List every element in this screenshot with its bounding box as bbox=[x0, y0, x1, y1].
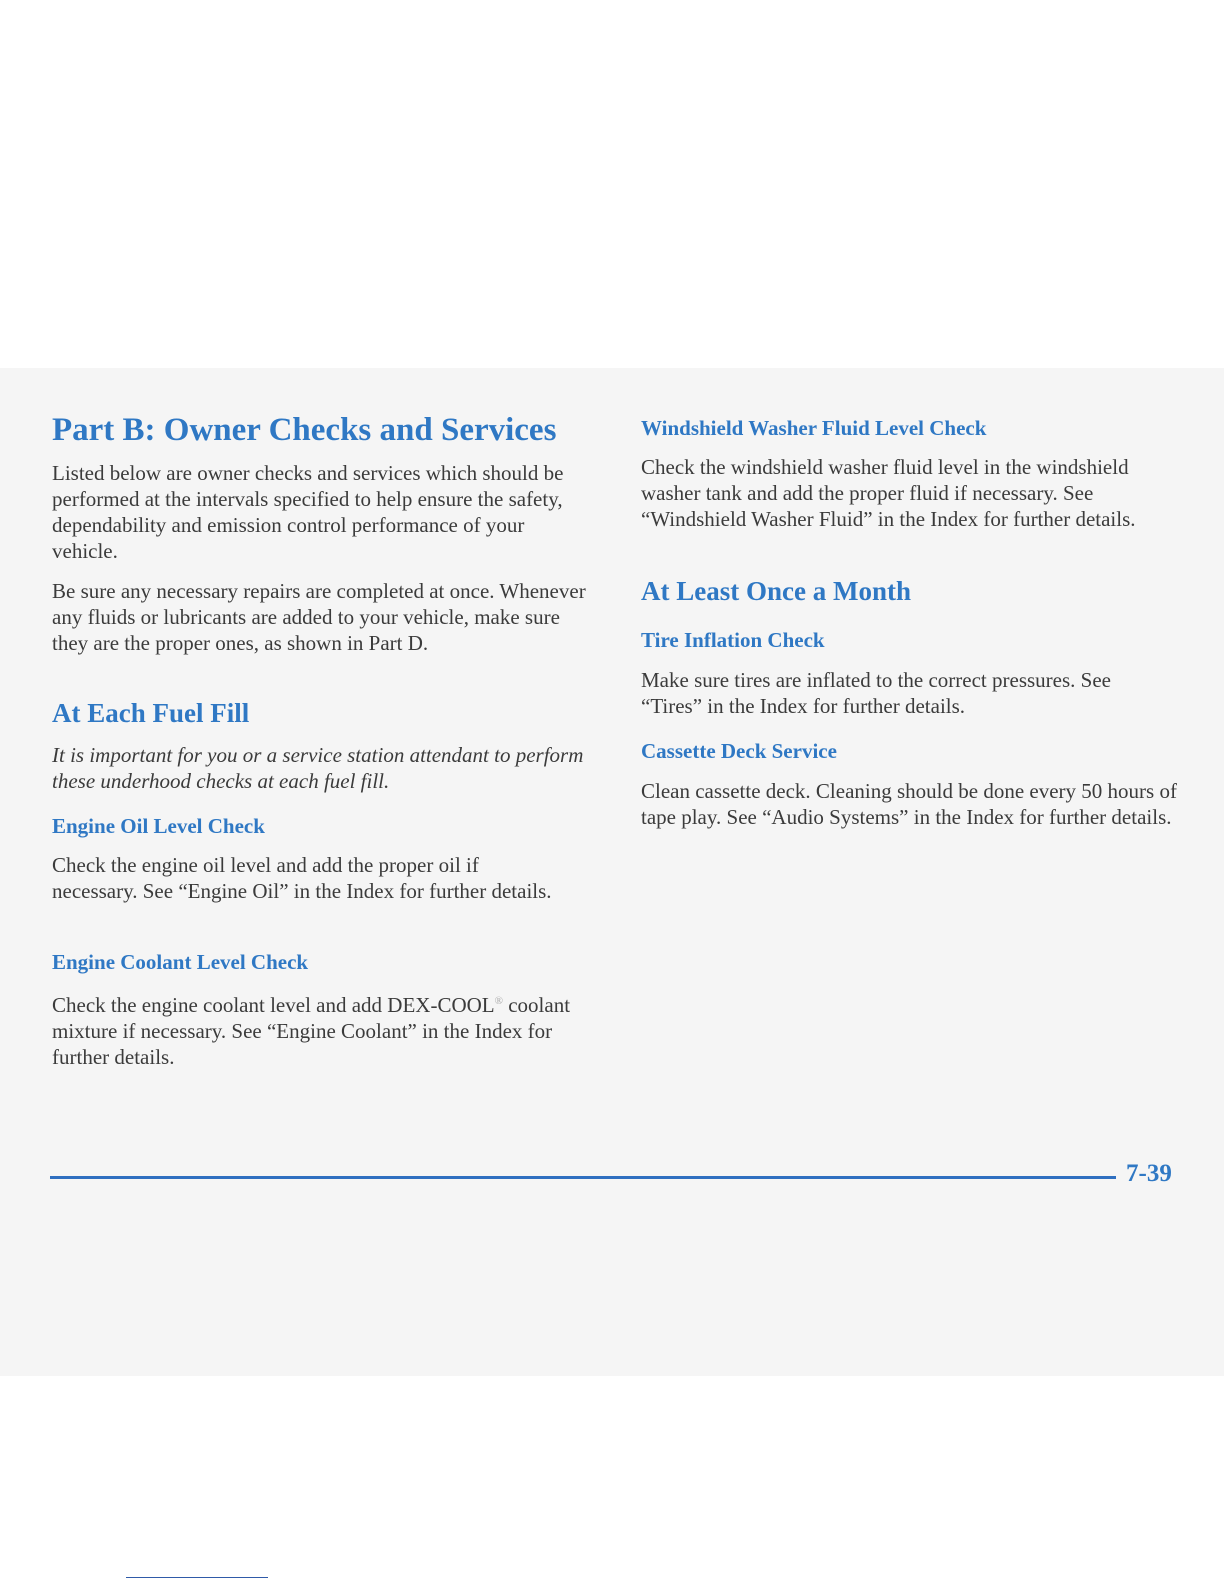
section-heading-monthly: At Least Once a Month bbox=[641, 576, 911, 606]
page-number: 7-39 bbox=[1126, 1160, 1172, 1187]
bottom-link-line bbox=[126, 1577, 268, 1578]
footer-rule bbox=[50, 1176, 1116, 1179]
engine-coolant-text bbox=[52, 988, 580, 1070]
section-heading-fuel-fill: At Each Fuel Fill bbox=[52, 698, 250, 728]
subheading-engine-coolant: Engine Coolant Level Check bbox=[52, 950, 309, 974]
subheading-cassette-deck: Cassette Deck Service bbox=[641, 739, 837, 763]
engine-coolant-text-b: coolant mixture if necessary. See “Engine Coolant” in the Index for further details. bbox=[52, 993, 571, 1069]
engine-coolant-text-a: Check the engine coolant level and add DEX-COOL bbox=[52, 993, 495, 1017]
tire-inflation-text: Make sure tires are inflated to the correct pressures. See “Tires” in the Index for further details. bbox=[641, 668, 1111, 718]
page-title: Part B: Owner Checks and Services bbox=[52, 412, 557, 448]
intro-paragraph-1: Listed below are owner checks and services which should be performed at the intervals specified to help ensure the safety, dependability and emission control performance of your vehicle. bbox=[52, 461, 564, 563]
cassette-deck-text: Clean cassette deck. Cleaning should be done every 50 hours of tape play. See “Audio Systems” in the Index for further details. bbox=[641, 779, 1177, 829]
registered-mark: ® bbox=[494, 995, 503, 1007]
subheading-washer-fluid: Windshield Washer Fluid Level Check bbox=[641, 416, 987, 440]
intro-paragraph-2: Be sure any necessary repairs are completed at once. Whenever any fluids or lubricants are added to your vehicle, make sure they are the proper ones, as shown in Part D. bbox=[52, 579, 586, 655]
washer-fluid-text: Check the windshield washer fluid level in the windshield washer tank and add the proper fluid if necessary. See “Windshield Washer Fluid” in the Index for further details. bbox=[641, 455, 1136, 531]
fuel-fill-note: It is important for you or a service station attendant to perform these underhood checks at each fuel fill. bbox=[52, 743, 584, 793]
engine-oil-text: Check the engine oil level and add the proper oil if necessary. See “Engine Oil” in the Index for further details. bbox=[52, 853, 552, 903]
subheading-engine-oil: Engine Oil Level Check bbox=[52, 814, 265, 838]
subheading-tire-inflation: Tire Inflation Check bbox=[641, 628, 825, 652]
